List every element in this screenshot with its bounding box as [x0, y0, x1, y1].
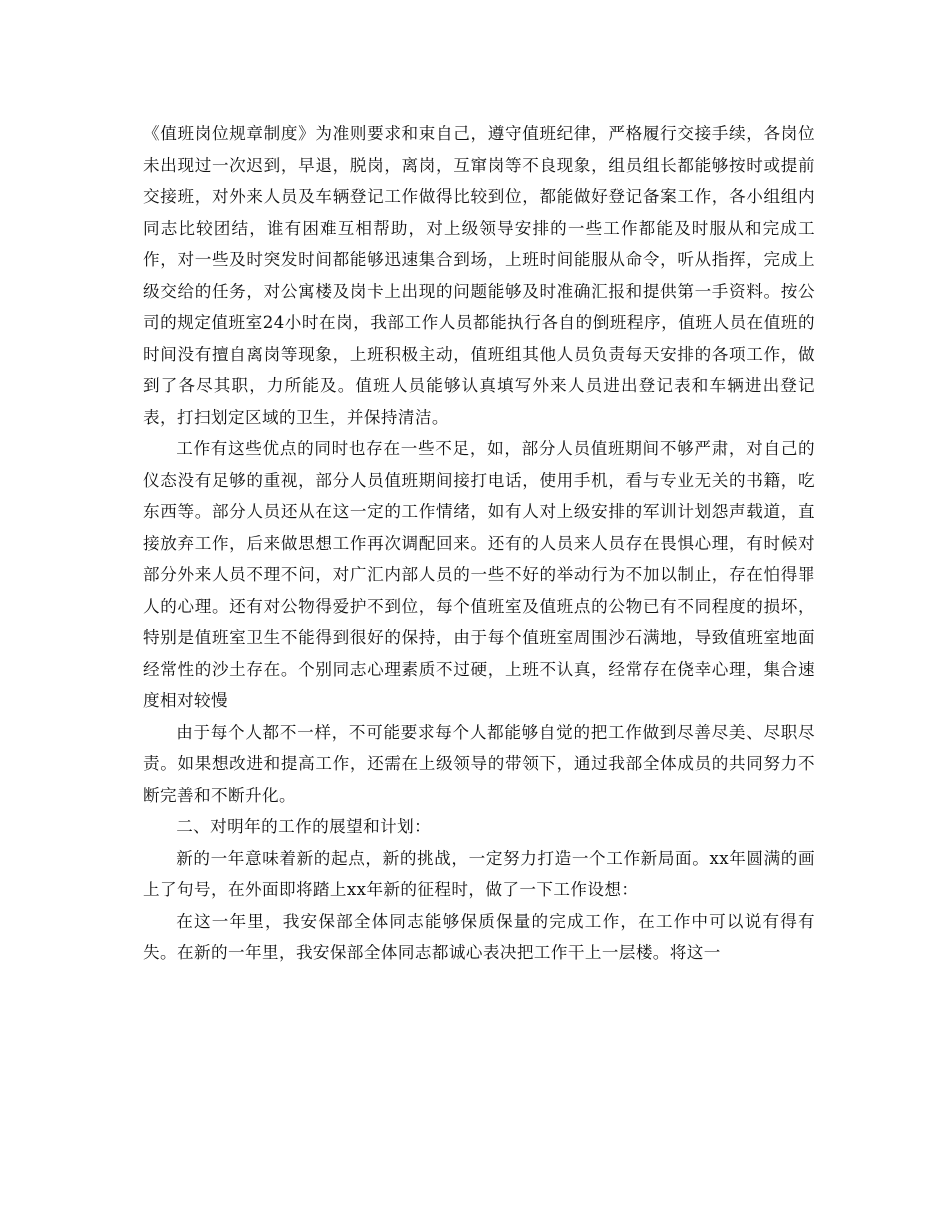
paragraph: 工作有这些优点的同时也存在一些不足，如，部分人员值班期间不够严肃，对自己的仪态没有足够的重视，部分人员值班期间接打电话，使用手机，看与专业无关的书籍，吃东西等。部分人员还从在这一定的工作情绪，如有人对上级安排的军训计划怨声载道，直接放弃工作，后来做思想工作再次调配回来。还有的人员来人员存在畏惧心理，有时候对部分外来人员不理不问，对广汇内部人员的一些不好的举动行为不加以制止，存在怕得罪人的心理。还有对公物得爱护不到位，每个值班室及值班点的公物已有不同程度的损坏，特别是值班室卫生不能得到很好的保持，由于每个值班室周围沙石满地，导致值班室地面经常性的沙土存在。个别同志心理素质不过硬，上班不认真，经常存在侥幸心理，集合速度相对较慢	[143, 439, 815, 710]
section-heading: 二、对明年的工作的展望和计划：	[176, 817, 432, 836]
document-page	[143, 118, 815, 969]
paragraph: 《值班岗位规章制度》为准则要求和束自己，遵守值班纪律，严格履行交接手续，各岗位未出现过一次迟到，早退，脱岗，离岗，互窜岗等不良现象，组员组长都能够按时或提前交接班，对外来人员及车辆登记工作做得比较到位，都能做好登记备案工作，各小组组内同志比较团结，谁有困难互相帮助，对上级领导安排的一些工作都能及时服从和完成工作，对一些及时突发时间都能够迅速集合到场，上班时间能服从命令，听从指挥，完成上级交给的任务，对公寓楼及岗卡上出现的问题能够及时准确汇报和提供第一手资料。按公司的规定值班室24小时在岗，我部工作人员都能执行各自的倒班程序，值班人员在值班的时间没有擅自离岗等现象，上班积极主动，值班组其他人员负责每天安排的各项工作，做到了各尽其职，力所能及。值班人员能够认真填写外来人员进出登记表和车辆进出登记表，打扫划定区域的卫生，并保持清洁。	[143, 124, 815, 427]
paragraph: 在这一年里，我安保部全体同志能够保质保量的完成工作，在工作中可以说有得有失。在新的一年里，我安保部全体同志都诚心表决把工作干上一层楼。将这一	[143, 911, 815, 962]
paragraph: 新的一年意味着新的起点，新的挑战，一定努力打造一个工作新局面。xx年圆满的画上了句号，在外面即将踏上xx年新的征程时，做了一下工作设想：	[143, 848, 815, 899]
paragraph: 由于每个人都不一样，不可能要求每个人都能够自觉的把工作做到尽善尽美、尽职尽责。如果想改进和提高工作，还需在上级领导的带领下，通过我部全体成员的共同努力不断完善和不断升化。	[143, 722, 815, 805]
